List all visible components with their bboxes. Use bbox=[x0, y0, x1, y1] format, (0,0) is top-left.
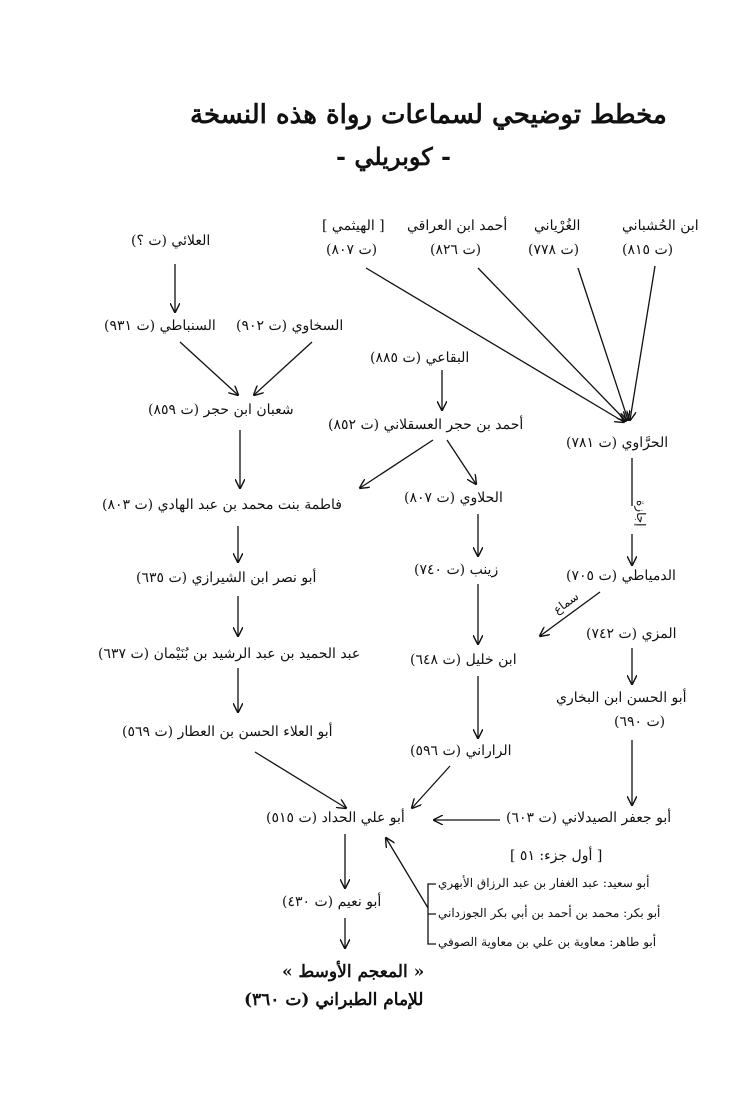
node-haythami-date: (ت ٨٠٧) bbox=[326, 242, 378, 258]
node-shaban: شعبان ابن حجر (ت ٨٥٩) bbox=[148, 402, 294, 418]
label-samaa: سماع bbox=[550, 589, 582, 617]
node-ibn-hushbani-date: (ت ٨١٥) bbox=[622, 242, 674, 258]
node-harrawi: الحرَّاوي (ت ٧٨١) bbox=[566, 435, 669, 451]
node-ghuryani-date: (ت ٧٧٨) bbox=[528, 242, 580, 258]
node-ibn-iraqi: أحمد ابن العراقي bbox=[407, 218, 508, 234]
arrow-sakhawi-shaban bbox=[254, 342, 312, 395]
node-ghuryani: الغُرْياني bbox=[534, 218, 581, 234]
arrow-abuala-haddad bbox=[255, 752, 346, 808]
node-abu-hasan-bukhari-date: (ت ٦٩٠) bbox=[614, 714, 666, 730]
arrow-bracket-haddad bbox=[386, 838, 428, 908]
node-halawi: الحلاوي (ت ٨٠٧) bbox=[404, 490, 503, 506]
node-abu-nasr: أبو نصر ابن الشيرازي (ت ٦٣٥) bbox=[136, 570, 317, 586]
node-abu-nuaym: أبو نعيم (ت ٤٣٠) bbox=[282, 894, 382, 910]
book-author: للإمام الطبراني (ت ٣٦٠) bbox=[244, 990, 424, 1010]
node-abu-ala: أبو العلاء الحسن بن العطار (ت ٥٦٩) bbox=[122, 724, 333, 740]
chain-abu-tahir: أبو طاهر: معاوية بن علي بن معاوية الصوفي bbox=[438, 935, 657, 949]
node-dimyati: الدمياطي (ت ٧٠٥) bbox=[566, 568, 676, 584]
node-razani: الراراني (ت ٥٩٦) bbox=[410, 743, 512, 759]
page-subtitle: - كوبريلي - bbox=[336, 142, 452, 171]
arrow-ibnhajar-halawi bbox=[447, 440, 476, 484]
arrow-ibnhajar-fatima bbox=[360, 440, 433, 488]
node-zaynab: زينب (ت ٧٤٠) bbox=[414, 562, 499, 578]
node-fatima: فاطمة بنت محمد بن عبد الهادي (ت ٨٠٣) bbox=[102, 497, 342, 513]
node-sunbati: السنباطي (ت ٩٣١) bbox=[104, 318, 216, 334]
arrow-sunbati-shaban bbox=[180, 342, 238, 395]
node-ibn-iraqi-date: (ت ٨٢٦) bbox=[430, 242, 482, 258]
node-ibn-khalil: ابن خليل (ت ٦٤٨) bbox=[410, 652, 517, 668]
arrow-hushbani-harrawi bbox=[630, 266, 655, 420]
note-first-part: [ أول جزء: ٥١ ] bbox=[510, 848, 603, 864]
node-sakhawi: السخاوي (ت ٩٠٢) bbox=[236, 318, 344, 334]
node-saydalani: أبو جعفر الصيدلاني (ت ٦٠٣) bbox=[506, 810, 672, 826]
chain-abu-said: أبو سعيد: عبد الغفار بن عبد الرزاق الأبهري bbox=[438, 876, 650, 890]
chain-bracket bbox=[428, 884, 436, 944]
node-ibn-hushbani: ابن الحُشباني bbox=[622, 218, 699, 234]
node-mizzi: المزي (ت ٧٤٢) bbox=[586, 626, 677, 642]
node-ibn-hajar: أحمد بن حجر العسقلاني (ت ٨٥٢) bbox=[328, 417, 524, 433]
page-title: مخطط توضيحي لسماعات رواة هذه النسخة bbox=[190, 100, 667, 130]
node-alai: العلائي (ت ؟) bbox=[131, 233, 211, 249]
arrow-razani-haddad bbox=[412, 766, 450, 808]
node-haythami: [ الهيثمي ] bbox=[322, 218, 385, 234]
chain-abu-bakr: أبو بكر: محمد بن أحمد بن أبي بكر الجوزداني bbox=[438, 906, 661, 920]
node-abd-hamid: عبد الحميد بن عبد الرشيد بن بُنَيْمان (ت ٦٣٧) bbox=[98, 646, 361, 662]
node-haddad: أبو علي الحداد (ت ٥١٥) bbox=[266, 810, 405, 826]
label-ijaza: إجازة bbox=[634, 500, 648, 527]
node-abu-hasan-bukhari: أبو الحسن ابن البخاري bbox=[556, 690, 687, 706]
book-title: « المعجم الأوسط » bbox=[282, 962, 425, 982]
node-biqai: البقاعي (ت ٨٨٥) bbox=[370, 350, 470, 366]
